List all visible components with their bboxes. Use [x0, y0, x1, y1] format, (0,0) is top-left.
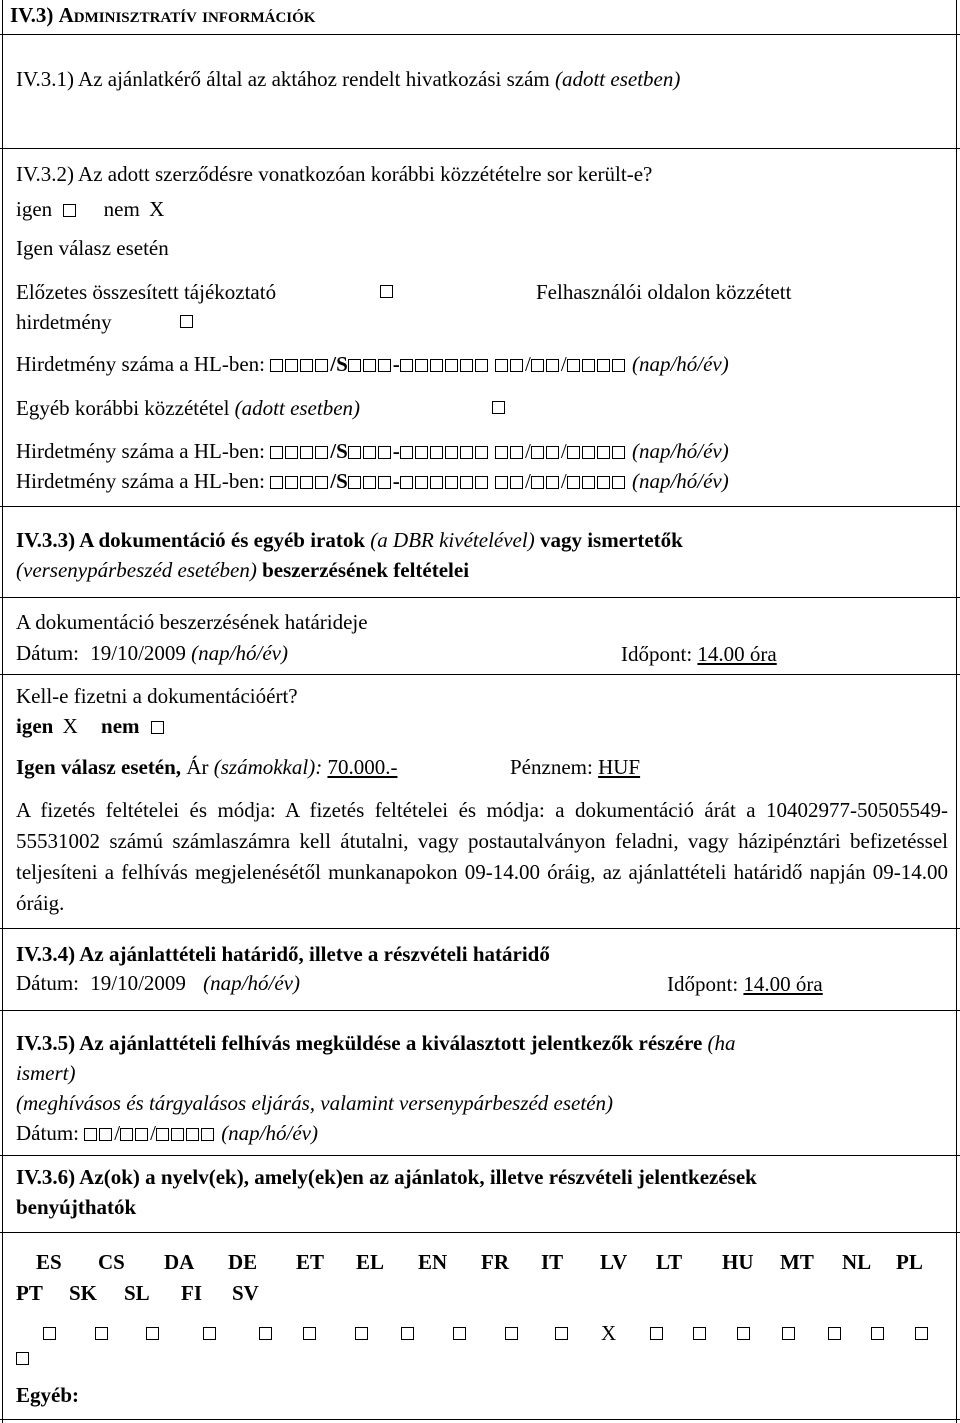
hl-day-boxes[interactable] — [495, 352, 525, 376]
iv35-label: IV.3.5) Az ajánlattételi felhívás megküldése a kiválasztott jelentkezők részére — [16, 1031, 703, 1055]
iv34-heading: IV.3.4) Az ajánlattételi határidő, illetve a részvételi határidő — [16, 942, 550, 966]
iv31-suffix: (adott esetben) — [554, 67, 681, 91]
ar-row — [16, 755, 397, 779]
lang-checkbox-it[interactable] — [453, 1327, 466, 1340]
lang-checkbox-sv[interactable] — [16, 1352, 29, 1365]
hl-row-2 — [16, 439, 729, 463]
divider — [0, 148, 960, 149]
hl-num-boxes[interactable] — [400, 469, 490, 493]
kell-label: Kell-e fizetni a dokumentációért? — [16, 684, 298, 708]
lang-checkbox-pt[interactable] — [782, 1327, 795, 1340]
slash-s: /S — [330, 439, 348, 463]
lang-checkbox-fr[interactable] — [401, 1327, 414, 1340]
frame-right-border — [956, 0, 957, 1423]
iv34-idopont — [667, 972, 823, 996]
slash: / — [150, 1121, 156, 1145]
lang-checkbox-lv[interactable] — [505, 1327, 518, 1340]
lang-pt: PT — [16, 1281, 43, 1305]
iv31-heading — [16, 67, 680, 91]
slash: / — [525, 352, 531, 376]
slash: / — [560, 439, 567, 463]
ar-label: Ár — [186, 755, 209, 779]
egyeb-suffix: (adott esetben) — [234, 396, 361, 420]
hl-day-boxes[interactable] — [495, 469, 525, 493]
iv31-label: IV.3.1) Az ajánlatkérő által az aktához rendelt hivatkozási szám — [16, 67, 550, 91]
iv35-note: (meghívásos és tárgyalásos eljárás, valamint versenypárbeszéd esetén) — [16, 1091, 614, 1115]
hl-year-boxes[interactable] — [270, 352, 330, 376]
dash: - — [392, 352, 400, 376]
hirdetmeny-label: hirdetmény — [16, 310, 112, 334]
iv34-datum-row — [16, 971, 300, 995]
lang-el: EL — [356, 1250, 385, 1274]
iv33-label-d: (versenypárbeszéd esetében) — [16, 558, 257, 582]
hl-label: Hirdetmény száma a HL-ben: — [16, 469, 265, 493]
date-format: (nap/hó/év) — [631, 469, 729, 493]
hl-month-boxes[interactable] — [531, 352, 561, 376]
section-heading — [10, 3, 315, 27]
lang-lt: LT — [656, 1250, 683, 1274]
lang-checkbox-es[interactable] — [43, 1327, 56, 1340]
idopont-value: 14.00 óra — [697, 642, 777, 666]
slash-s: /S — [330, 469, 348, 493]
date-format: (nap/hó/év) — [203, 971, 300, 995]
lang-checkbox-pl[interactable] — [737, 1327, 750, 1340]
penznem-value: HUF — [598, 755, 641, 779]
egyeb-language-label: Egyéb: — [16, 1383, 79, 1407]
lang-checkbox-fi[interactable] — [915, 1327, 928, 1340]
egyeb-checkbox[interactable] — [492, 401, 505, 414]
lang-es: ES — [36, 1250, 62, 1274]
iv35-suffix-2: ismert) — [16, 1061, 76, 1085]
divider — [0, 674, 960, 675]
nem-label: nem — [101, 714, 140, 738]
lang-fi: FI — [181, 1281, 202, 1305]
section-number: IV.3) — [10, 3, 54, 27]
date-format: (nap/hó/év) — [221, 1121, 318, 1145]
iv35-datum-row — [16, 1121, 318, 1145]
egyeb-label: Egyéb korábbi közzététel — [16, 396, 230, 420]
iv36-heading-1: IV.3.6) Az(ok) a nyelv(ek), amely(ek)en az ajánlatok, illetve részvételi jelentkezések — [16, 1165, 757, 1189]
slash: / — [560, 352, 567, 376]
iv33-label-a: IV.3.3) A dokumentáció és egyéb iratok — [16, 528, 366, 552]
hl-year-boxes[interactable] — [270, 439, 330, 463]
iv33-label-e: beszerzésének feltételei — [262, 558, 470, 582]
penznem-row — [510, 755, 640, 779]
frame-left-border — [2, 0, 3, 1423]
lang-checkbox-el[interactable] — [303, 1327, 316, 1340]
slash: / — [525, 439, 531, 463]
year-boxes[interactable] — [156, 1121, 216, 1145]
idopont-label: Időpont: — [667, 972, 739, 996]
lang-checkbox-en[interactable] — [355, 1327, 368, 1340]
fizetes-paragraph: A fizetés feltételei és módja: A fizetés feltételei és módja: a dokumentáció árát a 10402977-50505549-55531002 számú számlaszámra kell átutalni, vagy postautalványon feladni, vagy házipénztári befizetéssel teljesíteni a felhívás megjelenésétől munkanapokon 09-14.00 óráig, az ajánlattételi határidő napján 09-14.00 óráig. — [16, 798, 948, 915]
lang-fr: FR — [481, 1250, 509, 1274]
iv35-suffix: (ha — [707, 1031, 736, 1055]
nem-checkbox[interactable] — [151, 721, 164, 734]
iv35-heading — [16, 1031, 736, 1055]
lang-sv: SV — [232, 1281, 259, 1305]
datum-label: Dátum: — [16, 1121, 79, 1145]
section-title: Adminisztratív információk — [58, 3, 316, 27]
iv33-answer — [16, 714, 164, 738]
lang-hu: HU — [722, 1250, 754, 1274]
hl-yr-boxes[interactable] — [567, 469, 627, 493]
felhasznaloi-label: Felhasználói oldalon közzétett — [536, 280, 792, 304]
iv33-idopont — [621, 642, 777, 666]
divider — [0, 506, 960, 507]
divider-bottom — [0, 1419, 960, 1420]
igen-valasz: Igen válasz esetén, — [16, 755, 182, 779]
lang-lv: LV — [600, 1250, 628, 1274]
lang-checkbox-da[interactable] — [146, 1327, 159, 1340]
hl-num-boxes[interactable] — [400, 439, 490, 463]
slash: / — [525, 469, 531, 493]
hl-day-boxes[interactable] — [495, 439, 525, 463]
datum-value: 19/10/2009 — [90, 971, 186, 995]
dash: - — [392, 439, 400, 463]
lang-it: IT — [541, 1250, 564, 1274]
lang-checkbox-de[interactable] — [203, 1327, 216, 1340]
divider — [0, 34, 960, 35]
elozetes-checkbox[interactable] — [380, 285, 393, 298]
divider — [0, 1232, 960, 1233]
month-boxes[interactable] — [120, 1121, 150, 1145]
lang-da: DA — [164, 1250, 195, 1274]
lang-checkbox-mt[interactable] — [650, 1327, 663, 1340]
day-boxes[interactable] — [84, 1121, 114, 1145]
datum-value: 19/10/2009 — [90, 641, 186, 665]
iv33-datum-row — [16, 641, 288, 665]
lang-cs: CS — [98, 1250, 125, 1274]
idopont-value: 14.00 óra — [743, 972, 823, 996]
iv33-label-c: vagy ismertetők — [539, 528, 683, 552]
hl-s-boxes[interactable] — [348, 439, 393, 463]
hl-row-3 — [16, 469, 729, 493]
igen-valasz-label: Igen válasz esetén — [16, 236, 169, 260]
lang-sk: SK — [69, 1281, 98, 1305]
lang-et: ET — [296, 1250, 325, 1274]
penznem-label: Pénznem: — [510, 755, 593, 779]
datum-label: Dátum: — [16, 641, 79, 665]
iv33-label-b: (a DBR kivételével) — [370, 528, 535, 552]
lang-checkbox-nl[interactable] — [693, 1327, 706, 1340]
slash: / — [560, 469, 567, 493]
lang-pl: PL — [896, 1250, 923, 1274]
iv33-heading-2 — [16, 558, 469, 582]
dash: - — [392, 469, 400, 493]
hl-month-boxes[interactable] — [531, 439, 561, 463]
ar-value: 70.000.- — [327, 755, 398, 779]
lang-checkbox-sl[interactable] — [871, 1327, 884, 1340]
lang-en: EN — [418, 1250, 448, 1274]
lang-sl: SL — [124, 1281, 150, 1305]
lang-checkbox-et[interactable] — [259, 1327, 272, 1340]
iv32-heading: IV.3.2) Az adott szerződésre vonatkozóan korábbi közzétételre sor került-e? — [16, 162, 653, 186]
hl-month-boxes[interactable] — [531, 469, 561, 493]
igen-label: igen — [16, 197, 53, 221]
hl-yr-boxes[interactable] — [567, 352, 627, 376]
hl-row-1 — [16, 352, 729, 376]
datum-label: Dátum: — [16, 971, 79, 995]
lang-checkbox-cs[interactable] — [95, 1327, 108, 1340]
iv32-answer — [16, 197, 164, 221]
hl-s-boxes[interactable] — [348, 469, 393, 493]
date-format: (nap/hó/év) — [631, 352, 729, 376]
igen-mark: X — [62, 714, 78, 738]
idopont-label: Időpont: — [621, 642, 693, 666]
lang-de: DE — [228, 1250, 258, 1274]
divider — [0, 597, 960, 598]
lang-checkbox-lt[interactable] — [555, 1327, 568, 1340]
lang-checkbox-sk[interactable] — [828, 1327, 841, 1340]
lang-nl: NL — [842, 1250, 872, 1274]
slash: / — [114, 1121, 121, 1145]
divider — [0, 1010, 960, 1011]
hl-label: Hirdetmény száma a HL-ben: — [16, 439, 265, 463]
date-format: (nap/hó/év) — [191, 641, 288, 665]
iv33-heading-1 — [16, 528, 683, 552]
nem-label: nem — [103, 197, 140, 221]
ar-suffix: (számokkal): — [213, 755, 323, 779]
elozetes-label: Előzetes összesített tájékoztató — [16, 280, 277, 304]
igen-checkbox[interactable] — [63, 204, 76, 217]
lang-selected-mark-hu[interactable]: X — [601, 1321, 617, 1345]
hl-num-boxes[interactable] — [400, 352, 490, 376]
hatarido-label: A dokumentáció beszerzésének határideje — [16, 610, 368, 634]
date-format: (nap/hó/év) — [631, 439, 729, 463]
hirdetmeny-checkbox[interactable] — [180, 315, 193, 328]
hl-label: Hirdetmény száma a HL-ben: — [16, 352, 265, 376]
divider — [0, 928, 960, 929]
slash-s: /S — [330, 352, 348, 376]
nem-mark: X — [149, 197, 165, 221]
igen-label: igen — [16, 714, 54, 738]
divider — [0, 1155, 960, 1156]
hl-year-boxes[interactable] — [270, 469, 330, 493]
lang-mt: MT — [780, 1250, 814, 1274]
hl-yr-boxes[interactable] — [567, 439, 627, 463]
iv36-heading-2: benyújthatók — [16, 1195, 137, 1219]
egyeb-row — [16, 396, 360, 420]
hl-s-boxes[interactable] — [348, 352, 393, 376]
